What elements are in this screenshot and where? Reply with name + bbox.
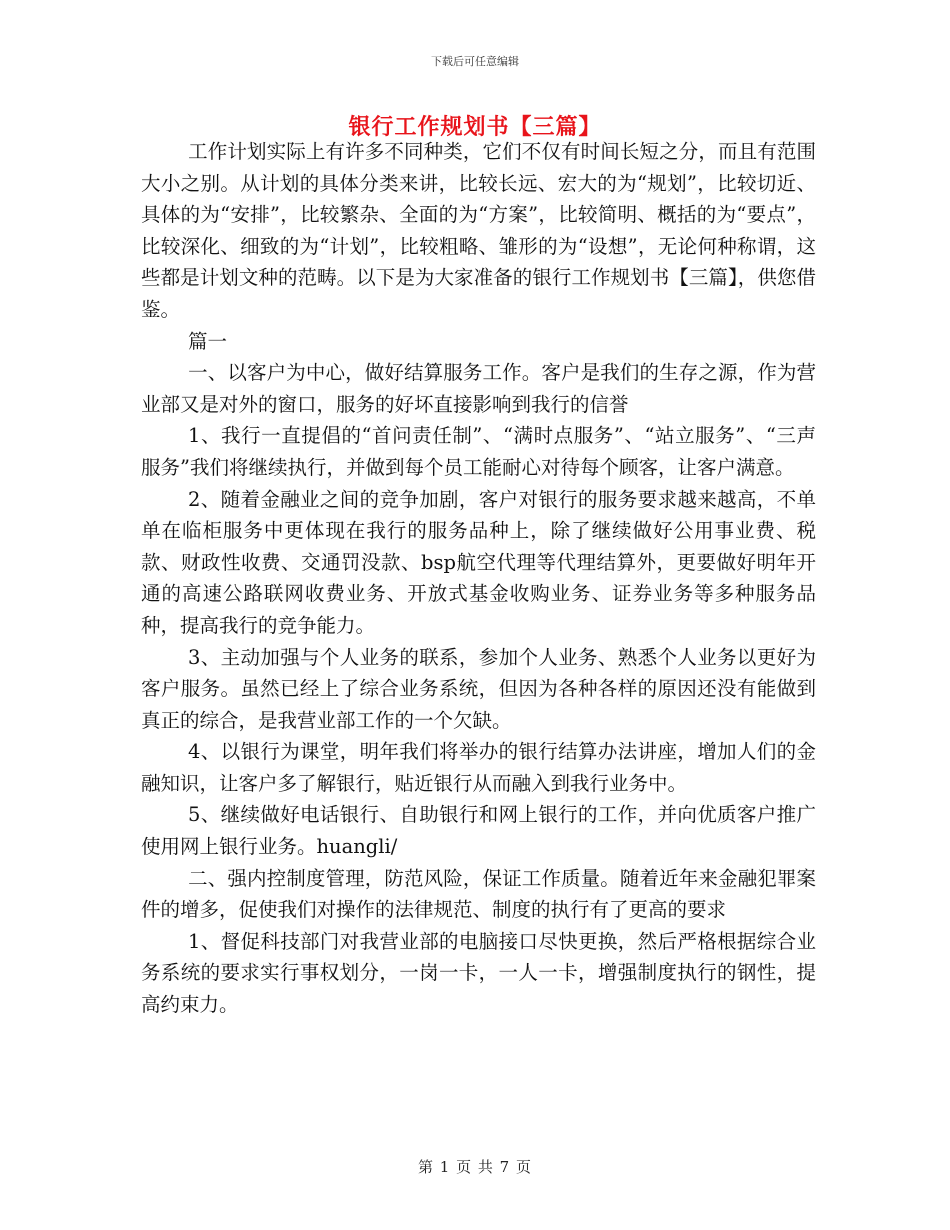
paragraph-text: 工作计划实际上有许多不同种类，它们不仅有时间长短之分，而且有范围大小之别。从计划的具体分类来讲，比较长远、宏大的为“规划”，比较切近、具体的为“安排”，比较繁杂、全面的为“方案”，比较简明、概括的为“要点”，比较深化、细致的为“计划”，比较粗略、雏形的为“设想”，无论何种称谓，这些都是计划文种的范畴。以下是为大家准备的银行工作规划书【三篇】，供您借鉴。 <box>141 140 816 321</box>
paragraph-item-4 <box>141 736 816 799</box>
paragraph-text: 3、主动加强与个人业务的联系，参加个人业务、熟悉个人业务以更好为客户服务。虽然已经上了综合业务系统，但因为各种各样的原因还没有能做到真正的综合，是我营业部工作的一个欠缺。 <box>141 645 816 732</box>
paragraph-text: 4、以银行为课堂，明年我们将举办的银行结算办法讲座，增加人们的金融知识，让客户多了解银行，贴近银行从而融入到我行业务中。 <box>141 740 816 795</box>
page-header-note: 下载后可任意编辑 <box>431 55 519 68</box>
paragraph-item-1 <box>141 420 816 483</box>
page-footer-page-number: 第 1 页 共 7 页 <box>418 1158 532 1176</box>
paragraph-item-5 <box>141 799 816 862</box>
paragraph-item-2 <box>141 484 816 642</box>
paragraph-text: 二、强内控制度管理，防范风险，保证工作质量。随着近年来金融犯罪案件的增多，促使我们对操作的法律规范、制度的执行有了更高的要求 <box>141 866 816 922</box>
document-title: 银行工作规划书【三篇】 <box>348 114 602 140</box>
paragraph-intro <box>141 136 816 326</box>
document-body <box>141 136 816 1021</box>
paragraph-section-two <box>141 863 816 926</box>
paragraph-text: 5、继续做好电话银行、自助银行和网上银行的工作，并向优质客户推广使用网上银行业务。huangli/ <box>141 803 816 859</box>
paragraph-text: 2、随着金融业之间的竞争加剧，客户对银行的服务要求越来越高，不单单在临柜服务中更体现在我行的服务品种上，除了继续做好公用事业费、税款、财政性收费、交通罚没款、bsp航空代理等代理结算外，更要做好明年开通的高速公路联网收费业务、开放式基金收购业务、证券业务等多种服务品种，提高我行的竞争能力。 <box>141 487 816 637</box>
paragraph-text: 篇一 <box>188 329 228 353</box>
paragraph-text: 一、以客户为中心，做好结算服务工作。客户是我们的生存之源，作为营业部又是对外的窗口，服务的好坏直接影响到我行的信誉 <box>141 361 816 416</box>
paragraph-text: 1、督促科技部门对我营业部的电脑接口尽快更换，然后严格根据综合业务系统的要求实行事权划分，一岗一卡，一人一卡，增强制度执行的钢性，提高约束力。 <box>141 929 816 1017</box>
paragraph-section-one <box>141 357 816 420</box>
section-heading-part-one <box>141 326 816 358</box>
paragraph-section-two-item-1 <box>141 926 816 1021</box>
paragraph-item-3 <box>141 642 816 737</box>
paragraph-text: 1、我行一直提倡的“首问责任制”、“满时点服务”、“站立服务”、“三声服务”我们将继续执行，并做到每个员工能耐心对待每个顾客，让客户满意。 <box>141 424 816 479</box>
